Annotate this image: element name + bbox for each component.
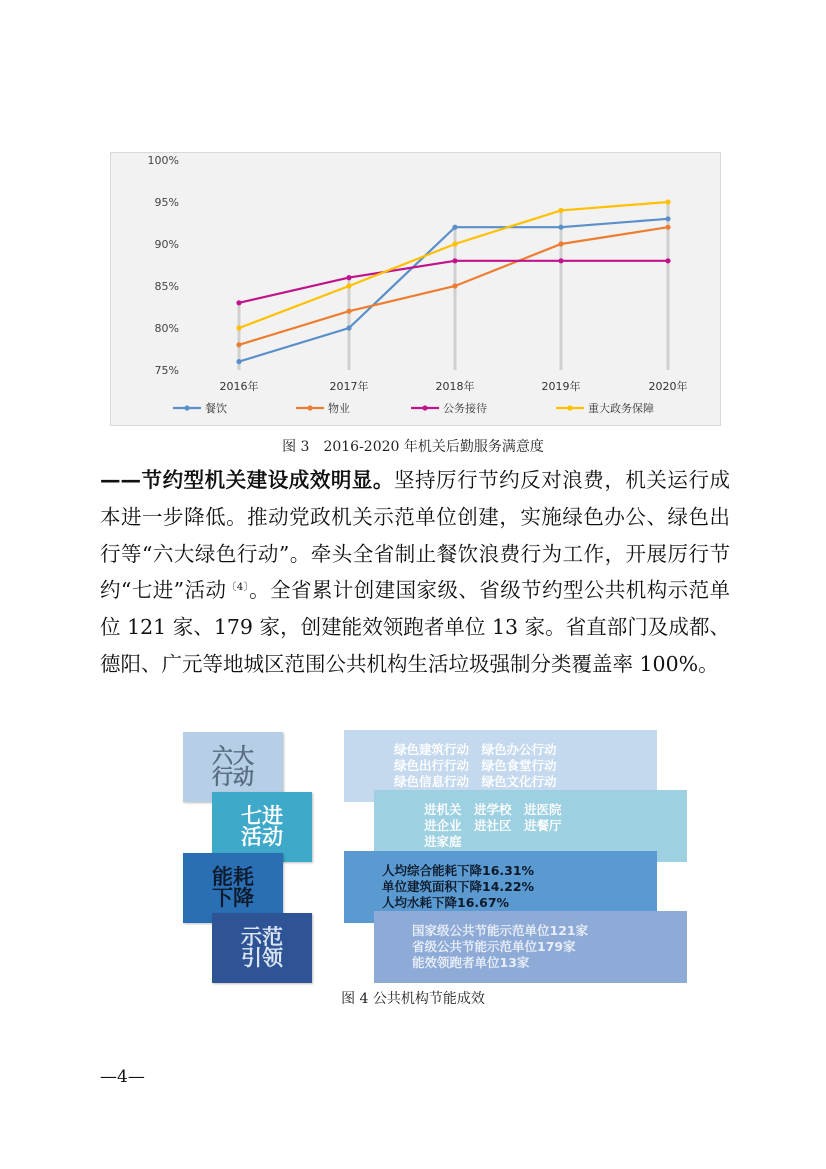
x-tick-label: 2017年	[329, 380, 369, 393]
data-point	[558, 208, 563, 213]
body-paragraph	[100, 462, 730, 683]
figure4-band-line: 绿色信息行动 绿色文化行动	[394, 774, 557, 789]
figure3-caption: 图 3 2016-2020 年机关后勤服务满意度	[282, 439, 544, 455]
paragraph-text-a: 坚持厉行节约反对浪费，机关运行成本进一步降低。推动党政机关示范单位创建，实施绿色办公、绿色出行等“六大绿色行动”。牵头全省制止餐饮浪费行为工作，开展厉行节约“七进”活动	[100, 468, 731, 603]
legend-marker	[422, 405, 427, 410]
figure4-tile-title: 六大	[212, 744, 254, 768]
data-point	[346, 283, 351, 288]
figure4-tile-title: 行动	[212, 765, 254, 789]
data-point	[346, 325, 351, 330]
x-tick-label: 2020年	[648, 380, 688, 393]
legend-marker	[567, 405, 572, 410]
paragraph-text-b: 。全省累计创建国家级、省级节约型公共机构示范单位 121 家、179 家，创建能效领跑者单位 13 家。省直部门及成都、德阳、广元等地城区范围公共机构生活垃圾强制分类覆盖率 100%。	[100, 578, 730, 676]
data-point	[236, 359, 241, 364]
x-tick-label: 2019年	[541, 380, 581, 393]
figure4-band-line: 进家庭	[424, 834, 462, 849]
figure4-band-line: 绿色建筑行动 绿色办公行动	[394, 742, 557, 757]
data-point	[665, 225, 670, 230]
legend-label: 重大政务保障	[588, 402, 654, 415]
data-point	[558, 241, 563, 246]
y-tick-label: 80%	[154, 322, 179, 335]
figure4-band	[374, 911, 687, 983]
data-point	[346, 309, 351, 314]
paragraph-lead: ——节约型机关建设成效明显。	[100, 468, 394, 492]
legend-label: 公务接待	[443, 402, 487, 415]
figure4-band-line: 人均综合能耗下降16.31%	[382, 863, 535, 878]
data-point	[236, 325, 241, 330]
y-tick-label: 95%	[154, 196, 179, 209]
page-number: —4—	[100, 1067, 145, 1087]
y-tick-label: 85%	[154, 280, 179, 293]
y-tick-label: 90%	[154, 238, 179, 251]
legend-label: 物业	[328, 402, 350, 415]
data-point	[452, 283, 457, 288]
data-point	[665, 216, 670, 221]
reference-mark: 〔4〕	[226, 582, 250, 594]
data-point	[236, 300, 241, 305]
figure4-tile-title: 示范	[241, 925, 283, 949]
figure4-band-line: 省级公共节能示范单位179家	[412, 939, 576, 954]
figure4-tile	[212, 913, 312, 983]
figure4-band-line: 单位建筑面积下降14.22%	[382, 879, 535, 894]
figure4-band-line: 绿色出行行动 绿色食堂行动	[394, 758, 557, 773]
data-point	[558, 225, 563, 230]
figure4-tile-title: 七进	[241, 804, 283, 828]
figure4-band-line: 国家级公共节能示范单位121家	[412, 923, 589, 938]
data-point	[236, 342, 241, 347]
figure4-tile-title: 引领	[241, 946, 283, 970]
x-tick-label: 2018年	[435, 380, 475, 393]
satisfaction-chart	[110, 152, 721, 426]
figure4-tile-title: 活动	[241, 825, 283, 849]
data-point	[346, 275, 351, 280]
figure4-tile-title: 能耗	[212, 865, 254, 889]
y-tick-label: 100%	[147, 154, 179, 167]
figure4-tile	[212, 792, 312, 862]
data-point	[452, 258, 457, 263]
data-point	[665, 199, 670, 204]
data-point	[452, 225, 457, 230]
figure4-tile-title: 下降	[212, 886, 254, 910]
data-point	[452, 241, 457, 246]
figure4-band-line: 进机关 进学校 进医院	[424, 802, 562, 817]
x-tick-label: 2016年	[219, 380, 259, 393]
legend-marker	[307, 405, 312, 410]
legend-marker	[184, 405, 189, 410]
data-point	[558, 258, 563, 263]
data-point	[665, 258, 670, 263]
figure4-band-line: 人均水耗下降16.67%	[382, 895, 510, 910]
legend-label: 餐饮	[205, 402, 227, 415]
y-tick-label: 75%	[154, 364, 179, 377]
figure4-band-line: 能效领跑者单位13家	[412, 955, 530, 970]
chart-canvas	[111, 153, 722, 427]
figure4-caption: 图 4 公共机构节能成效	[341, 991, 485, 1007]
figure4-band-line: 进企业 进社区 进餐厅	[424, 818, 562, 833]
